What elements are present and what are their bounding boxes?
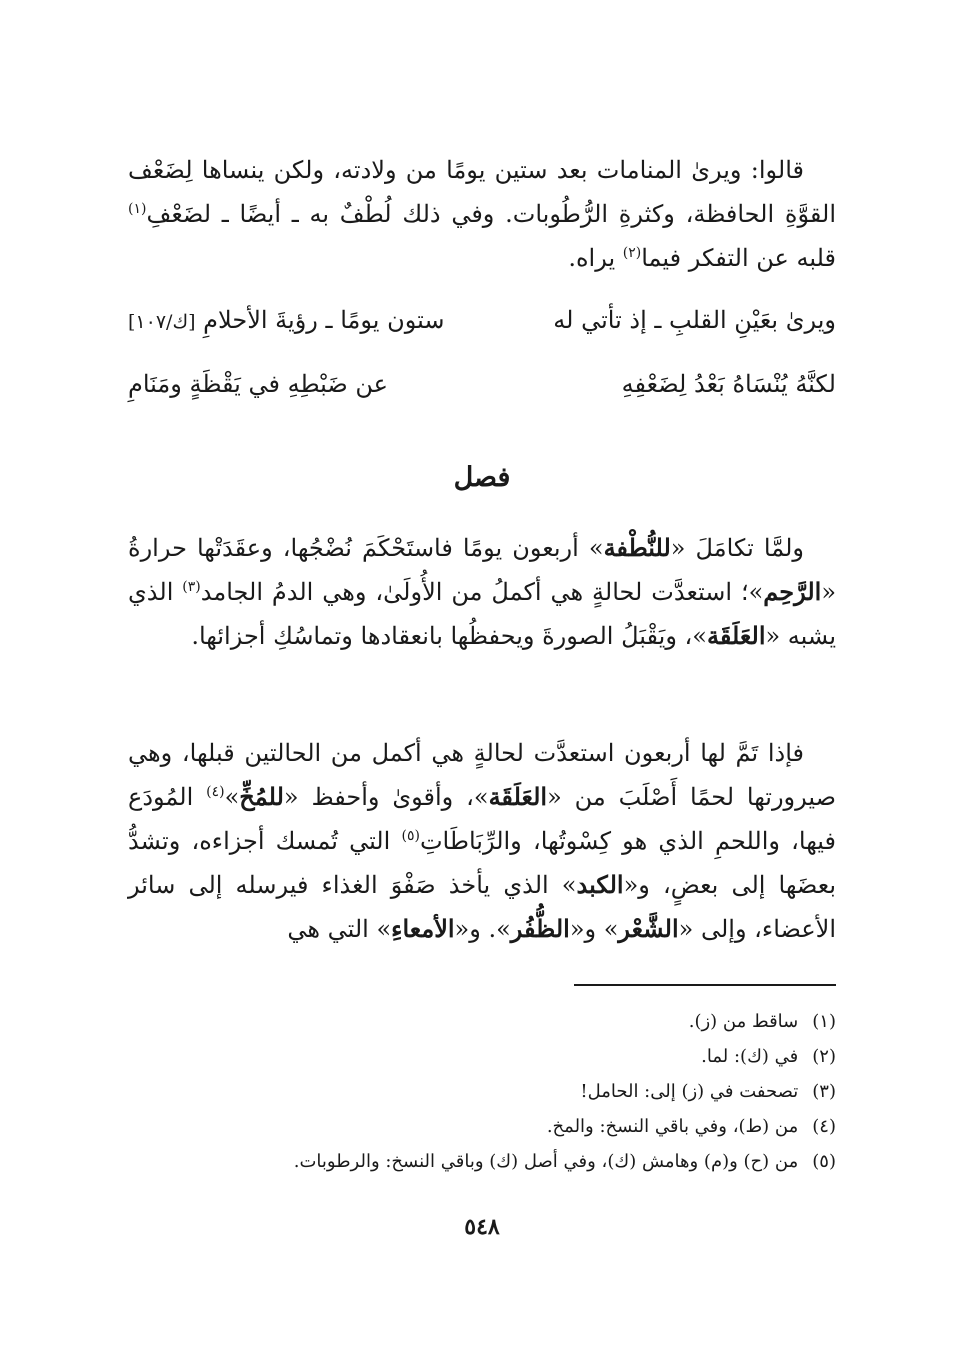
keyword: العَلَقَة <box>706 621 766 650</box>
verse-line-2 <box>128 370 836 414</box>
keyword: للنُّطْفة <box>603 533 671 562</box>
paragraph-1-text: قالوا: ويرىٰ المنامات بعد ستين يومًا من ولادته، ولكن ينساها لِضَعْف القوَّةِ الحافظة، وكثرةِ الرُّطُوبات. وفي ذلك لُطْفٌ به ـ أيضًا ـ لضَعْفِ$^{(١)}$ قلبه عن التفكر فيما$^{(٢)}$ يراه. <box>128 156 836 272</box>
footnote-2: (٢) في (ك): لما. <box>701 1046 836 1067</box>
footnote-3: (٣) تصحفت في (ز) إلى: الحامل! <box>580 1081 836 1102</box>
footnote-ref-2: (٢) <box>622 245 642 261</box>
footnote-ref-3: (٣) <box>182 579 201 595</box>
keyword: الكبد <box>576 870 624 899</box>
paragraph-3-text: فإذا تَمَّ لها أربعون استعدَّت لحالةٍ هي أكمل من الحالتين قبلها، وهي صيرورتها لحمًا أَصْلَبَ من «العَلَقَة»، وأقوىٰ وأحفظ «للمُخِّ»$^{(٤)}$ المُودَع فيها، واللحمِ الذي هو كِسْوتُها، والرِّبَاطَاتِ$^{(٥)}$ التي تُمسك أجزاءه، وتشدُّ بعضَها إلى بعضٍ، و«الكبد» الذي يأخذ صَفْوَ الغذاء فيرسله إلى سائر الأعضاء، وإلى «الشَّعْر» و«الظُّفُر». و«الأمعاءِ» التي هي <box>128 739 837 943</box>
verse-2-first-hemistich: لكنَّهُ يُنْسَاهُ بَعْدُ لِضَعْفِهِ <box>621 370 836 398</box>
page-number: ٥٤٨ <box>464 1214 500 1240</box>
verse-1-second-hemistich: ستون يومًا ـ رؤيةَ الأحلامِ [ك/١٠٧] <box>128 306 445 334</box>
keyword: الشَّعْر <box>618 914 679 943</box>
footnote-1: (١) ساقط من (ز). <box>688 1011 836 1032</box>
footnote-4: (٤) من (ط)، وفي باقي النسخ: والمخ. <box>546 1116 836 1137</box>
footnotes <box>128 1004 836 1179</box>
keyword: للمُخِّ <box>239 782 284 811</box>
verse-1-first-hemistich: ويرىٰ بعَيْنِ القلبِ ـ إذ تأتي له <box>553 306 836 334</box>
section-heading: فصل <box>453 462 511 493</box>
paragraph-2-text: ولمَّا تكامَلَ «للنُّطْفة» أربعون يومًا فاستَحْكَمَ نُضْجُها، وعقَدَتْها حرارةُ «الرَّحِم»؛ استعدَّت لحالةٍ هي أكملُ من الأُولَىٰ، وهي الدمُ الجامد$^{(٣)}$ الذي يشبه «العَلَقَة»، ويَقْبَلُ الصورةَ ويحفظُها بانعقادها وتماسُكِ أجزائها. <box>128 533 836 650</box>
footnote-divider <box>574 984 836 986</box>
paragraph-2 <box>128 526 836 658</box>
manuscript-page-ref: [ك/١٠٧] <box>128 311 196 333</box>
footnote-ref-4: (٤) <box>206 784 225 800</box>
verse-line-1 <box>128 306 836 350</box>
footnote-5: (٥) من (ح) و(م) وهامش (ك)، وفي أصل (ك) وباقي النسخ: والرطوبات. <box>293 1151 836 1172</box>
keyword: الظُّفُر <box>510 914 570 943</box>
paragraph-3 <box>128 731 836 951</box>
paragraph-1 <box>128 148 836 280</box>
footnote-ref-1: (١) <box>128 201 147 217</box>
keyword: الأمعاءِ <box>391 914 455 943</box>
keyword: العَلَقَة <box>488 782 548 811</box>
verse-2-second-hemistich: عن ضَبْطِهِ في يَقْظَةٍ ومَنَامِ <box>128 370 388 398</box>
footnote-ref-5: (٥) <box>401 828 420 844</box>
keyword: الرَّحِم <box>763 577 822 606</box>
